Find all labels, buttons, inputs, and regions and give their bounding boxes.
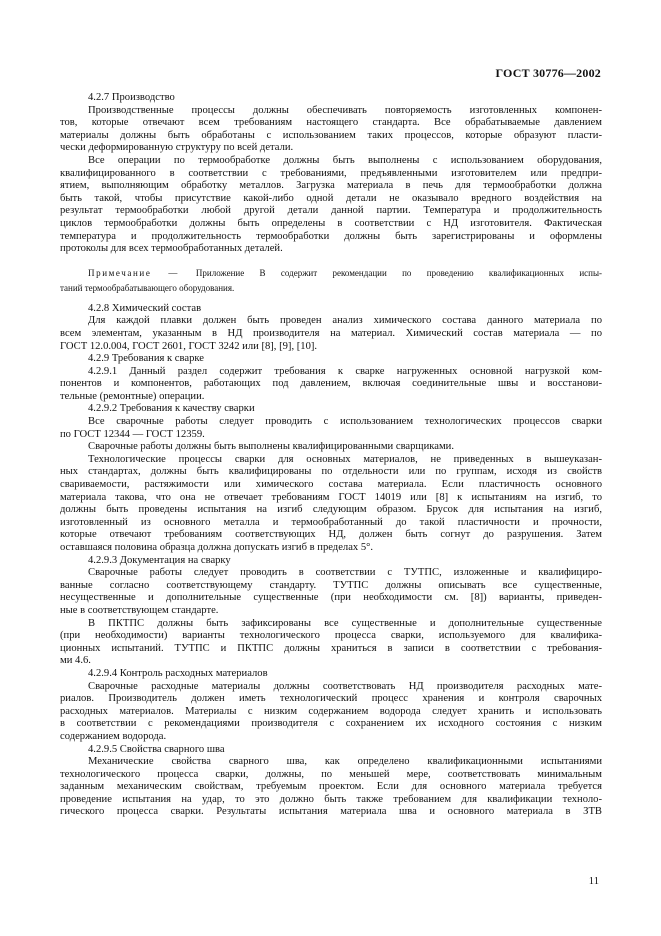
text-line: 4.2.8 Химический состав xyxy=(88,302,202,314)
text-line: заданным механическим свойствам, требуемым проектом. Если для основного материала требуется xyxy=(60,781,602,793)
text-line: Сварочные расходные материалы должны соответствовать НД производителя расходных мате- xyxy=(88,680,602,692)
text-line: (при необходимости) варианты технологического процесса сварки, используемого для квалифика- xyxy=(60,630,602,642)
text-line: ные в соответствующем стандарте. xyxy=(60,604,219,616)
text-line: Сварочные работы следует проводить в соответствии с ТУТПС, изложенные и квалифициро- xyxy=(88,567,602,579)
text-line: Сварочные работы должны быть выполнены квалифицированными сварщиками. xyxy=(88,441,454,453)
text-line: несущественные и дополнительные существенные (при необходимости см. [8]) варианты, приведен- xyxy=(60,592,602,604)
text-line: ГОСТ 12.0.004, ГОСТ 2601, ГОСТ 3242 или [8], [9], [10]. xyxy=(60,340,318,352)
page-number: 11 xyxy=(588,876,599,887)
text-line: Для каждой плавки должен быть проведен анализ химического состава данного материала по xyxy=(88,315,602,327)
text-line: температура и продолжительность термообработки должны быть зарегистрированы и оформлены xyxy=(60,230,602,242)
text-line: 4.2.9.5 Свойства сварного шва xyxy=(88,743,225,755)
text-line: материалы должны быть обработаны с использованием таких процессов, которые образуют пласти- xyxy=(60,129,602,141)
text-line: свариваемости, растяжимости или химического состава материала. Если пластичность основного xyxy=(60,479,602,491)
text-line: которые отвечают требованиям соответствующих НД, должен быть согнут до разрушения. Затем xyxy=(60,529,602,541)
text-line: циклов термообработки должны быть определены в соответствии с НД изготовителя. Фактическая xyxy=(60,217,602,229)
note-text: Приложение В содержит рекомендации по проведению квалификационных испы- xyxy=(195,267,602,278)
text-line: в соответствии с рекомендациями производителя с сохранением их исходного состояния с низким xyxy=(60,718,602,730)
text-line: тов, которые отвечают всем требованиям настоящего стандарта. Все обрабатываемые давлением xyxy=(60,117,602,129)
text-line: квалифицированного в соответствии с требованиями, предъявленными изготовителем или предпри- xyxy=(60,167,602,179)
text-line: 4.2.9 Требования к сварке xyxy=(88,353,204,365)
text-line: Механические свойства сварного шва, как определено квалификационными испытаниями xyxy=(88,756,602,768)
text-line: 4.2.9.2 Требования к качеству сварки xyxy=(88,403,255,415)
text-line: быть такой, чтобы присутствие какой-либо одной детали не оказывало вредного воздействия на xyxy=(60,192,602,204)
text-line: технологического процесса сварки, должны, по меньшей мере, соответствовать минимальным xyxy=(60,768,602,780)
text-line: 4.2.7 Производство xyxy=(88,92,175,103)
text-line xyxy=(60,268,602,280)
text-line: 4.2.9.1 Данный раздел содержит требования к сварке нагруженных основной нагрузкой ком- xyxy=(88,365,602,377)
text-line: ми 4.6. xyxy=(60,655,91,667)
text-line: чески деформированную структуру по всей детали. xyxy=(60,142,294,154)
text-line: риалов. Производитель должен иметь технологический процесс хранения и контроля сварочных xyxy=(60,693,602,705)
text-line: ванные согласно соответствующему стандарту. ТУТПС должны описывать все существенные, xyxy=(60,579,602,591)
text-line: 4.2.9.3 Документация на сварку xyxy=(88,554,231,566)
text-line: 4.2.9.4 Контроль расходных материалов xyxy=(88,667,268,679)
text-line: материала такова, что она не отвечает требованиям ГОСТ 14019 или [8] к испытаниям на изгиб, то xyxy=(60,491,602,503)
text-line: ционных испытаний. ТУТПС и ПКТПС должны храниться в записи в соответствии с требования- xyxy=(60,642,602,654)
text-line: должны быть проведены испытания на изгиб следующим образом. Брусок для испытания на изгиб, xyxy=(60,504,602,516)
document-header: ГОСТ 30776—2002 xyxy=(495,66,601,80)
text-line: проведение испытания на удар, то это должно быть также требованием для квалификации техноло- xyxy=(60,793,602,805)
text-line: результат термообработки любой другой детали данной партии. Температура и продолжительность xyxy=(60,205,602,217)
text-line: оставшаяся половина образца должна допускать изгиб в пределах 5°. xyxy=(60,542,374,553)
text-line: понентов и компонентов, работающих под давлением, включая соединительные швы и восстанови- xyxy=(60,378,602,390)
note-label: Примечание — xyxy=(88,267,196,278)
text-line: изготовленный из основного металла и термообработанный до такой пластичности и прочности, xyxy=(60,516,602,528)
text-line: по ГОСТ 12344 — ГОСТ 12359. xyxy=(60,428,205,440)
text-line: ных стандартах, должны быть квалифицированы по отдельности или по группам, исходя из свойств xyxy=(60,466,602,478)
text-line: расходных материалов. Материалы с низким содержанием водорода следует хранить и использовать xyxy=(60,705,602,717)
text-line: Все сварочные работы следует проводить с использованием технологических процессов сварки xyxy=(88,416,602,428)
text-line: гического процесса сварки. Результаты испытания материала шва и основного материала в ЗТВ xyxy=(60,806,602,818)
text-line: В ПКТПС должны быть зафиксированы все существенные и дополнительные существенные xyxy=(88,617,602,629)
text-line: тельные (ремонтные) операции. xyxy=(60,390,205,402)
text-line: протоколы для всех термообработанных деталей. xyxy=(60,243,283,255)
text-line: содержанием водорода. xyxy=(60,730,167,742)
text-line: таний термообрабатывающего оборудования. xyxy=(60,283,235,294)
spacer xyxy=(60,256,602,264)
text-line: Производственные процессы должны обеспечивать повторяемость изготовленных компонен- xyxy=(88,104,602,116)
text-line: ятием, выполняющим обработку металлов. Загрузка материала в печь для термообработки должна xyxy=(60,180,602,192)
spacer xyxy=(60,295,602,303)
text-line: всем элементам, указанным в НД производителя на материал. Химический состав материала — по xyxy=(60,327,602,339)
text-line: Все операции по термообработке должны быть выполнены с использованием оборудования, xyxy=(88,154,602,166)
text-line: Технологические процессы сварки для основных материалов, не приведенных в вышеуказан- xyxy=(88,453,602,465)
page-body xyxy=(60,92,602,819)
